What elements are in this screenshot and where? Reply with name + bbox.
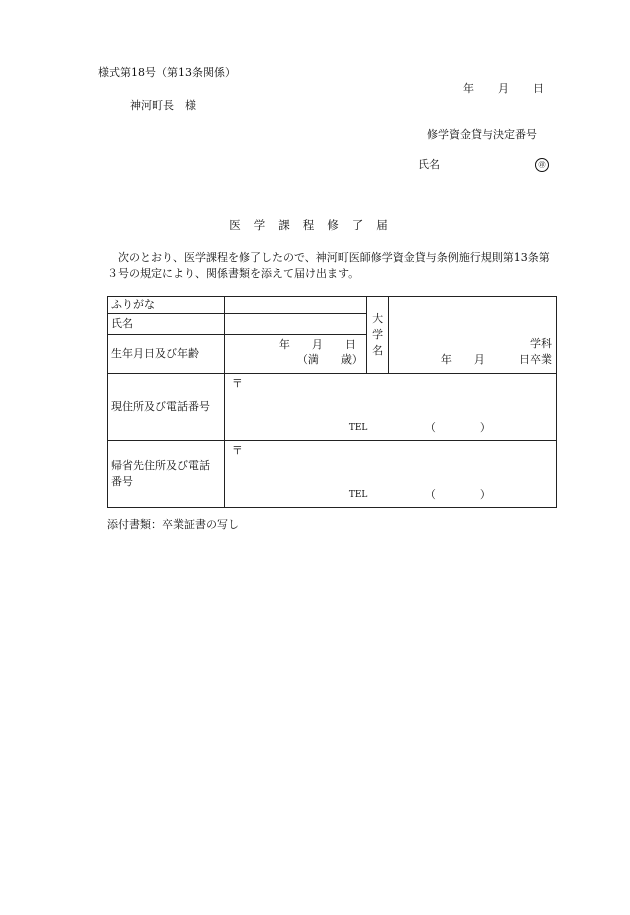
tel-parentheses: （ ） <box>424 488 491 501</box>
document-title: 医学課程修了届 <box>229 218 401 232</box>
tel-label: TEL <box>348 423 368 433</box>
name-label: 氏名 <box>108 314 225 335</box>
home-address-field[interactable] <box>224 441 556 508</box>
date-day-label: 日 <box>533 82 544 95</box>
graduation-year-month: 年 月 <box>440 353 485 366</box>
university-field[interactable] <box>388 297 556 374</box>
name-field[interactable] <box>224 314 366 335</box>
furigana-field[interactable] <box>224 297 366 314</box>
current-address-field[interactable] <box>224 374 556 441</box>
age-placeholder: （満 歳） <box>296 353 363 366</box>
postal-mark: 〒 <box>231 444 243 457</box>
date-year-label: 年 <box>463 82 474 95</box>
applicant-name-label: 氏名 <box>418 158 440 171</box>
loan-decision-number-label: 修学資金貸与決定番号 <box>427 128 537 141</box>
postal-mark: 〒 <box>231 377 243 390</box>
current-address-label: 現住所及び電話番号 <box>108 374 225 441</box>
body-paragraph: 次のとおり、医学課程を修了したので、神河町医師修学資金貸与条例施行規則第13条第３号の規定により、関係書類を添えて届け出ます。 <box>107 251 550 280</box>
form-table <box>107 296 557 508</box>
university-char-3: 名 <box>372 344 384 357</box>
attachment-note: 添付書類：卒業証書の写し <box>107 518 239 531</box>
university-label <box>367 297 389 374</box>
seal-icon: ㊞ <box>535 158 549 172</box>
graduation-day-label: 日卒業 <box>519 353 552 366</box>
birth-date-placeholder: 年 月 日 <box>278 338 356 351</box>
tel-parentheses: （ ） <box>424 421 491 434</box>
university-char-1: 大 <box>372 312 384 325</box>
form-number-label: 様式第18号（第13条関係） <box>98 66 236 79</box>
department-label: 学科 <box>530 337 552 350</box>
home-address-label: 帰省先住所及び電話番号 <box>108 441 225 508</box>
birth-field[interactable] <box>224 335 366 374</box>
tel-label: TEL <box>348 490 368 500</box>
birth-label: 生年月日及び年齢 <box>108 335 225 374</box>
addressee: 神河町長 様 <box>130 99 196 112</box>
furigana-label: ふりがな <box>108 297 225 314</box>
submission-date <box>463 82 544 97</box>
university-char-2: 学 <box>372 328 384 341</box>
date-month-label: 月 <box>498 82 509 95</box>
